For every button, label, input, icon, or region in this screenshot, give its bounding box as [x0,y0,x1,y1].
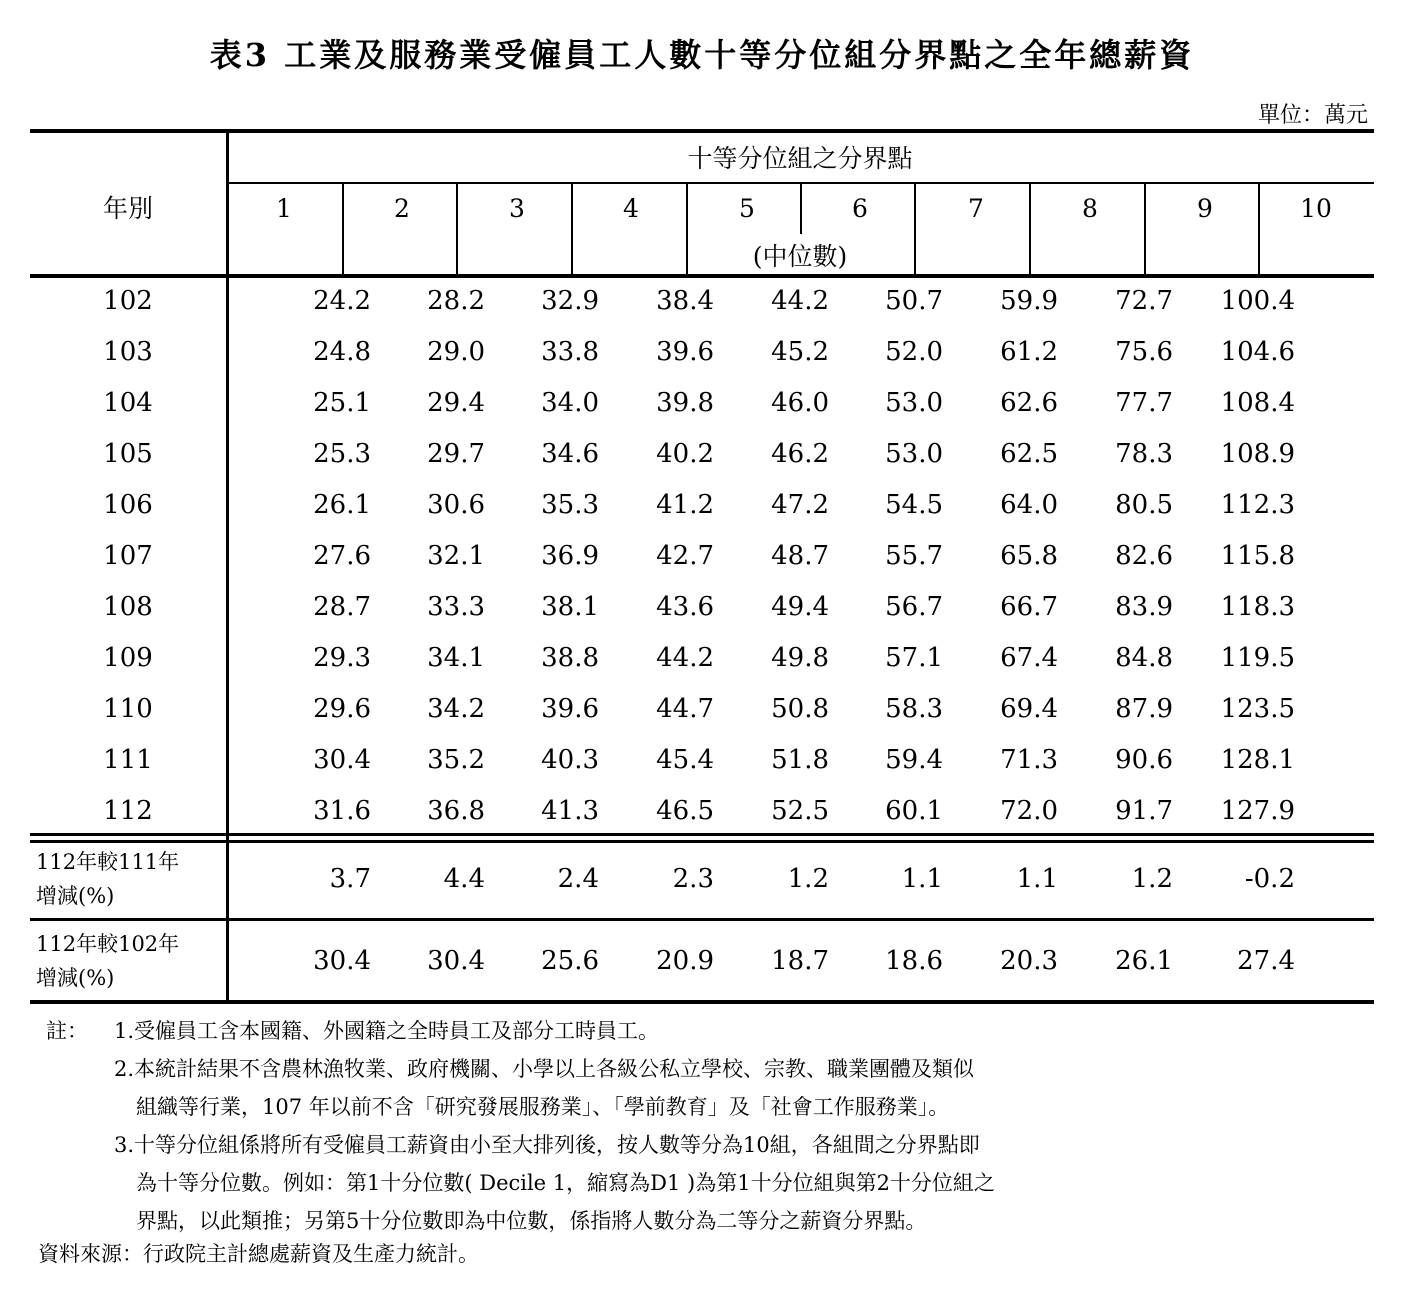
value-cell: 34.2 [427,694,485,724]
value-cell: 25.3 [313,439,371,469]
note-text-cont: 界點，以此類推；另第5十分位數即為中位數，係指將人數分為二等分之薪資分界點。 [136,1209,927,1233]
value-cell: 34.6 [541,439,599,469]
value-cell: 118.3 [1220,592,1295,622]
value-cell: 56.7 [885,592,943,622]
value-cell: 72.0 [1000,796,1058,826]
value-cell: 41.3 [541,796,599,826]
change-value-cell: 30.4 [427,946,485,976]
value-cell: 38.8 [541,643,599,673]
rule-header-column [686,184,688,274]
value-cell: 83.9 [1115,592,1173,622]
value-cell: 29.6 [313,694,371,724]
value-cell: 50.7 [885,286,943,316]
value-cell: 41.2 [656,490,714,520]
value-cell: 45.2 [771,337,829,367]
value-cell: 66.7 [1000,592,1058,622]
value-cell: 39.6 [541,694,599,724]
group-header: 十等分位組之分界點 [687,144,913,173]
value-cell: 61.2 [1000,337,1058,367]
value-cell: 53.0 [885,388,943,418]
year-cell: 103 [103,337,153,367]
value-cell: 29.3 [313,643,371,673]
change-value-cell: 2.4 [557,864,599,894]
decile-number: 1 [276,194,292,223]
source-note: 資料來源：行政院主計總處薪資及生產力統計。 [38,1242,479,1266]
value-cell: 53.0 [885,439,943,469]
value-cell: 77.7 [1115,388,1173,418]
value-cell: 40.2 [656,439,714,469]
value-cell: 49.8 [771,643,829,673]
rule-top [30,129,1374,133]
rule-double-2 [30,840,1374,843]
note-1 [114,1012,1234,1050]
change-value-cell: 1.2 [787,864,829,894]
value-cell: 40.3 [541,745,599,775]
rule-double-1 [30,833,1374,836]
change-value-cell: 2.3 [672,864,714,894]
value-cell: 82.6 [1115,541,1173,571]
value-cell: 32.1 [427,541,485,571]
value-cell: 59.9 [1000,286,1058,316]
value-cell: 78.3 [1115,439,1173,469]
value-cell: 46.0 [771,388,829,418]
note-text: 十等分位組係將所有受僱員工薪資由小至大排列後，按人數等分為10組，各組間之分界點即 [134,1133,980,1157]
rule-year-column [226,133,229,1000]
year-header: 年別 [102,194,154,223]
change-value-cell: 30.4 [313,946,371,976]
value-cell: 31.6 [313,796,371,826]
value-cell: 65.8 [1000,541,1058,571]
value-cell: 36.8 [427,796,485,826]
value-cell: 29.0 [427,337,485,367]
note-number: 2. [114,1057,135,1081]
value-cell: 33.8 [541,337,599,367]
decile-number: 5 [739,194,755,223]
value-cell: 47.2 [771,490,829,520]
value-cell: 108.4 [1220,388,1295,418]
change-row-label: 增減(%) [36,966,115,990]
value-cell: 58.3 [885,694,943,724]
decile-number: 4 [623,194,639,223]
value-cell: 24.8 [313,337,371,367]
value-cell: 55.7 [885,541,943,571]
change-row-label: 112年較111年 [36,850,180,874]
rule-header-column [571,184,573,274]
value-cell: 35.3 [541,490,599,520]
note-3 [114,1126,1234,1240]
value-cell: 29.7 [427,439,485,469]
value-cell: 100.4 [1220,286,1295,316]
value-cell: 87.9 [1115,694,1173,724]
value-cell: 64.0 [1000,490,1058,520]
value-cell: 50.8 [771,694,829,724]
unit-label: 單位：萬元 [1257,103,1368,128]
value-cell: 128.1 [1220,745,1295,775]
value-cell: 51.8 [771,745,829,775]
note-number: 3. [114,1133,135,1157]
decile-number: 9 [1197,194,1213,223]
value-cell: 119.5 [1220,643,1295,673]
decile-number: 2 [394,194,410,223]
value-cell: 28.7 [313,592,371,622]
value-cell: 33.3 [427,592,485,622]
change-value-cell: 20.3 [1000,946,1058,976]
rule-change-mid [30,918,1374,921]
value-cell: 30.4 [313,745,371,775]
value-cell: 67.4 [1000,643,1058,673]
value-cell: 71.3 [1000,745,1058,775]
value-cell: 127.9 [1220,796,1295,826]
value-cell: 90.6 [1115,745,1173,775]
value-cell: 30.6 [427,490,485,520]
year-cell: 110 [103,694,153,724]
rule-header-column [914,184,916,274]
change-value-cell: 1.2 [1131,864,1173,894]
change-value-cell: 25.6 [541,946,599,976]
value-cell: 59.4 [885,745,943,775]
value-cell: 24.2 [313,286,371,316]
value-cell: 62.6 [1000,388,1058,418]
value-cell: 104.6 [1220,337,1295,367]
rule-header-column [800,184,802,234]
note-2 [114,1050,1234,1126]
value-cell: 34.1 [427,643,485,673]
value-cell: 49.4 [771,592,829,622]
notes-prefix: 註： [46,1019,88,1043]
change-value-cell: 4.4 [443,864,485,894]
value-cell: 39.6 [656,337,714,367]
value-cell: 44.7 [656,694,714,724]
value-cell: 115.8 [1220,541,1295,571]
value-cell: 112.3 [1220,490,1295,520]
value-cell: 75.6 [1115,337,1173,367]
value-cell: 60.1 [885,796,943,826]
change-value-cell: 1.1 [901,864,943,894]
decile-number: 3 [509,194,525,223]
note-text-cont: 組織等行業，107 年以前不含「研究發展服務業」、「學前教育」及「社會工作服務業」。 [136,1095,950,1119]
change-row-label: 增減(%) [36,884,115,908]
year-cell: 104 [103,388,153,418]
value-cell: 48.7 [771,541,829,571]
year-cell: 108 [103,592,153,622]
value-cell: 27.6 [313,541,371,571]
value-cell: 54.5 [885,490,943,520]
value-cell: 43.6 [656,592,714,622]
value-cell: 52.5 [771,796,829,826]
change-value-cell: 26.1 [1115,946,1173,976]
year-cell: 107 [103,541,153,571]
value-cell: 25.1 [313,388,371,418]
year-cell: 102 [103,286,153,316]
value-cell: 46.5 [656,796,714,826]
year-cell: 111 [103,745,153,775]
note-number: 1. [114,1019,135,1043]
change-value-cell: 3.7 [329,864,371,894]
value-cell: 28.2 [427,286,485,316]
table-title: 表3 工業及服務業受僱員工人數十等分位組分界點之全年總薪資 [209,36,1195,74]
value-cell: 62.5 [1000,439,1058,469]
value-cell: 29.4 [427,388,485,418]
change-value-cell: 20.9 [656,946,714,976]
note-text-cont: 為十等分位數。例如：第1十分位數( Decile 1，縮寫為D1 )為第1十分位組與第2十分位組之 [136,1171,995,1195]
value-cell: 44.2 [656,643,714,673]
decile-number: 10 [1300,194,1332,223]
rule-header-bottom [30,274,1374,278]
value-cell: 44.2 [771,286,829,316]
decile-number: 8 [1082,194,1098,223]
rule-header-column [456,184,458,274]
note-text: 受僱員工含本國籍、外國籍之全時員工及部分工時員工。 [134,1019,660,1043]
year-cell: 106 [103,490,153,520]
median-label: (中位數) [752,242,848,271]
value-cell: 91.7 [1115,796,1173,826]
value-cell: 38.1 [541,592,599,622]
note-text: 本統計結果不含農林漁牧業、政府機關、小學以上各級公私立學校、宗教、職業團體及類似 [134,1057,975,1081]
value-cell: 52.0 [885,337,943,367]
value-cell: 123.5 [1220,694,1295,724]
rule-header-column [1029,184,1031,274]
change-value-cell: 18.6 [885,946,943,976]
year-cell: 105 [103,439,153,469]
value-cell: 80.5 [1115,490,1173,520]
rule-header-column [1144,184,1146,274]
change-value-cell: -0.2 [1244,864,1295,894]
value-cell: 72.7 [1115,286,1173,316]
rule-bottom [30,1000,1374,1004]
year-cell: 109 [103,643,153,673]
decile-number: 6 [852,194,868,223]
value-cell: 108.9 [1220,439,1295,469]
value-cell: 84.8 [1115,643,1173,673]
value-cell: 57.1 [885,643,943,673]
value-cell: 32.9 [541,286,599,316]
value-cell: 35.2 [427,745,485,775]
rule-header-column [342,184,344,274]
value-cell: 46.2 [771,439,829,469]
change-value-cell: 18.7 [771,946,829,976]
value-cell: 42.7 [656,541,714,571]
value-cell: 38.4 [656,286,714,316]
value-cell: 45.4 [656,745,714,775]
year-cell: 112 [103,796,153,826]
change-row-label: 112年較102年 [36,932,180,956]
change-value-cell: 27.4 [1237,946,1295,976]
value-cell: 34.0 [541,388,599,418]
decile-number: 7 [968,194,984,223]
rule-header-column [1258,184,1260,274]
value-cell: 26.1 [313,490,371,520]
value-cell: 39.8 [656,388,714,418]
value-cell: 36.9 [541,541,599,571]
value-cell: 69.4 [1000,694,1058,724]
change-value-cell: 1.1 [1016,864,1058,894]
